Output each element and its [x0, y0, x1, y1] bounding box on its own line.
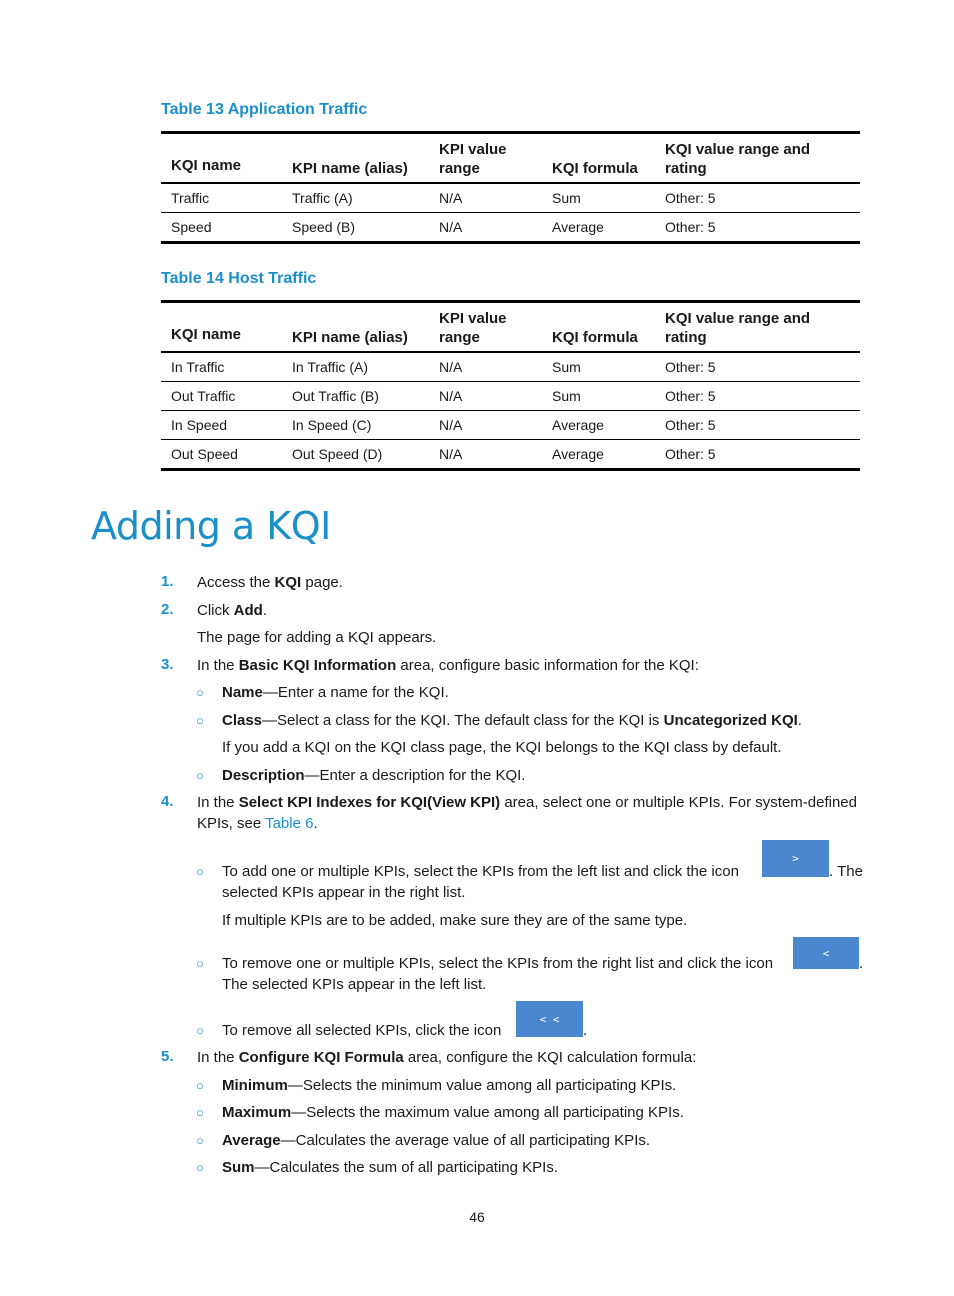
cell: Traffic [161, 183, 282, 213]
remove-all-arrow-icon[interactable]: < < [516, 1001, 583, 1037]
sub-item-class-note: If you add a KQI on the KQI class page, the KQI belongs to the KQI class by default. [222, 739, 782, 756]
cell: In Traffic [161, 352, 282, 382]
page-number: 46 [469, 1209, 485, 1225]
step-4-line2: KPIs, see Table 6. [197, 815, 318, 832]
cell: Out Speed [161, 440, 282, 470]
cell: Average [542, 440, 655, 470]
bullet-icon: ○ [196, 1133, 204, 1148]
step-1: Access the KQI page. [197, 574, 343, 591]
cell: Other: 5 [655, 440, 860, 470]
cell: Other: 5 [655, 411, 860, 440]
cell: In Traffic (A) [282, 352, 429, 382]
cell: Sum [542, 183, 655, 213]
step-number: 5. [161, 1048, 174, 1065]
bullet-icon: ○ [196, 1078, 204, 1093]
cell: Out Traffic (B) [282, 382, 429, 411]
sub-item-add-line2: selected KPIs appear in the right list. [222, 884, 466, 901]
sub-item-name: Name—Enter a name for the KQI. [222, 684, 449, 701]
step-number: 3. [161, 656, 174, 673]
table-header-row [161, 133, 860, 184]
table-6-link[interactable]: Table 6 [265, 815, 314, 832]
col-header-kqi-formula: KQI formula [542, 133, 655, 184]
cell: N/A [429, 213, 542, 243]
cell: Average [542, 411, 655, 440]
step-2: Click Add. [197, 602, 268, 619]
cell: Other: 5 [655, 352, 860, 382]
col-header-kqi-range: KQI value range and rating [655, 133, 860, 184]
table13-caption: Table 13 Application Traffic [161, 101, 368, 118]
cell: N/A [429, 352, 542, 382]
col-header-kqi-formula: KQI formula [542, 302, 655, 353]
col-header-kqi-name: KQI name [161, 302, 282, 353]
cell: Other: 5 [655, 382, 860, 411]
step-4: In the Select KPI Indexes for KQI(View KPI) area, select one or multiple KPIs. For system-defined [197, 794, 857, 811]
col-header-kpi-name: KPI name (alias) [282, 133, 429, 184]
col-header-kqi-name: KQI name [161, 133, 282, 184]
sub-item-remove-line2: The selected KPIs appear in the left list. [222, 976, 487, 993]
sub-item-description: Description—Enter a description for the KQI. [222, 767, 526, 784]
table-header-row [161, 302, 860, 353]
sub-item-maximum: Maximum—Selects the maximum value among all participating KPIs. [222, 1104, 684, 1121]
cell: Other: 5 [655, 213, 860, 243]
step-number: 4. [161, 793, 174, 810]
bullet-icon: ○ [196, 1160, 204, 1175]
cell: Average [542, 213, 655, 243]
table14 [161, 300, 860, 471]
sub-item-add-note: If multiple KPIs are to be added, make sure they are of the same type. [222, 912, 688, 929]
sub-item-remove: To remove one or multiple KPIs, select the KPIs from the right list and click the icon [222, 955, 774, 972]
col-header-kpi-range: KPI value range [429, 302, 542, 353]
bullet-icon: ○ [196, 1105, 204, 1120]
cell: In Speed (C) [282, 411, 429, 440]
section-heading: Adding a KQI [91, 504, 331, 548]
cell: N/A [429, 440, 542, 470]
sub-item-remove-tail: . [859, 955, 864, 972]
sub-item-remove-all: To remove all selected KPIs, click the icon [222, 1022, 502, 1039]
bullet-icon: ○ [196, 864, 204, 879]
col-header-kpi-range: KPI value range [429, 133, 542, 184]
cell: N/A [429, 411, 542, 440]
sub-item-add-tail: . The [829, 863, 863, 880]
bullet-icon: ○ [196, 1023, 204, 1038]
step-number: 1. [161, 573, 174, 590]
table-row [161, 382, 860, 411]
bullet-icon: ○ [196, 768, 204, 783]
table-row [161, 440, 860, 470]
bullet-icon: ○ [196, 685, 204, 700]
cell: In Speed [161, 411, 282, 440]
table14-caption: Table 14 Host Traffic [161, 270, 317, 287]
step-number: 2. [161, 601, 174, 618]
bullet-icon: ○ [196, 713, 204, 728]
cell: Speed (B) [282, 213, 429, 243]
bullet-icon: ○ [196, 956, 204, 971]
cell: Out Traffic [161, 382, 282, 411]
table13 [161, 131, 860, 244]
add-arrow-icon[interactable]: > [762, 840, 829, 877]
remove-arrow-icon[interactable]: < [793, 937, 859, 969]
table-row [161, 183, 860, 213]
cell: Sum [542, 352, 655, 382]
table-row [161, 411, 860, 440]
col-header-kpi-name: KPI name (alias) [282, 302, 429, 353]
col-header-kqi-range: KQI value range and rating [655, 302, 860, 353]
sub-item-add: To add one or multiple KPIs, select the KPIs from the left list and click the icon [222, 863, 739, 880]
sub-item-minimum: Minimum—Selects the minimum value among all participating KPIs. [222, 1077, 677, 1094]
step-2-note: The page for adding a KQI appears. [197, 629, 437, 646]
sub-item-remove-all-tail: . [583, 1022, 588, 1039]
cell: Other: 5 [655, 183, 860, 213]
cell: Traffic (A) [282, 183, 429, 213]
cell: Sum [542, 382, 655, 411]
table-row [161, 213, 860, 243]
table-row [161, 352, 860, 382]
cell: Out Speed (D) [282, 440, 429, 470]
sub-item-average: Average—Calculates the average value of all participating KPIs. [222, 1132, 651, 1149]
cell: N/A [429, 382, 542, 411]
cell: Speed [161, 213, 282, 243]
sub-item-class: Class—Select a class for the KQI. The default class for the KQI is Uncategorized KQI. [222, 712, 802, 729]
cell: N/A [429, 183, 542, 213]
step-3: In the Basic KQI Information area, configure basic information for the KQI: [197, 657, 699, 674]
sub-item-sum: Sum—Calculates the sum of all participating KPIs. [222, 1159, 558, 1176]
step-5: In the Configure KQI Formula area, configure the KQI calculation formula: [197, 1049, 697, 1066]
